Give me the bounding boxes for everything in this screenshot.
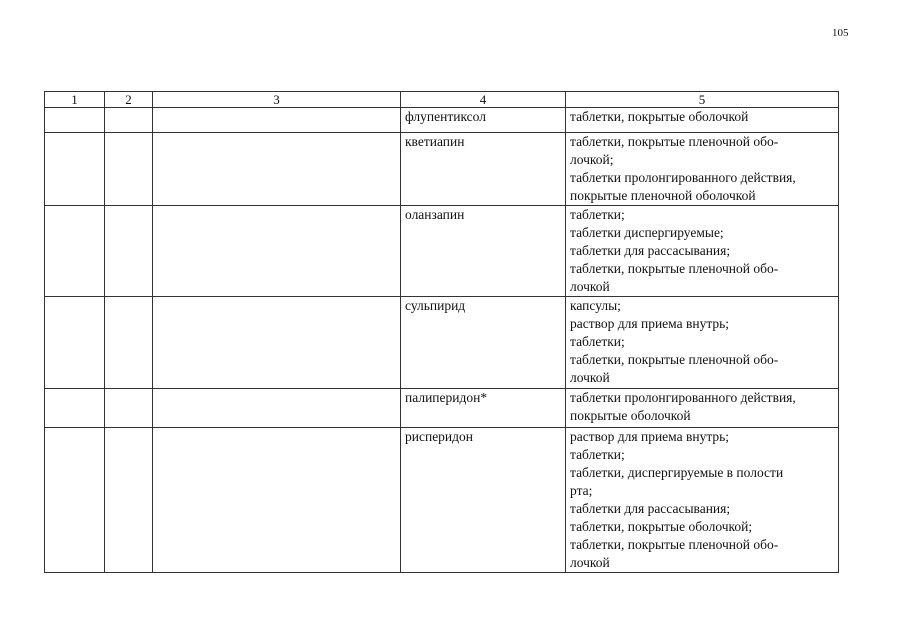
dosage-form-line: лочкой <box>570 555 610 570</box>
dosage-form-line: покрытые оболочкой <box>570 408 691 423</box>
dosage-forms-cell <box>566 389 839 428</box>
table-row <box>45 428 839 573</box>
column-header-3: 3 <box>153 92 401 108</box>
empty-cell-col1 <box>45 206 105 297</box>
dosage-form-line: таблетки пролонгированного действия, <box>570 170 796 185</box>
empty-cell-col1 <box>45 133 105 206</box>
empty-cell-col1 <box>45 108 105 133</box>
dosage-form-line: таблетки, покрытые пленочной обо- <box>570 537 779 552</box>
dosage-forms-cell <box>566 108 839 133</box>
dosage-forms-cell <box>566 428 839 573</box>
empty-cell-col2 <box>105 297 153 389</box>
header-row <box>45 92 839 108</box>
dosage-form-line: капсулы; <box>570 298 621 313</box>
dosage-form-line: лочкой <box>570 370 610 385</box>
empty-cell-col2 <box>105 428 153 573</box>
empty-cell-col3 <box>153 133 401 206</box>
table-row <box>45 108 839 133</box>
empty-cell-col2 <box>105 108 153 133</box>
dosage-form-line: таблетки для рассасывания; <box>570 501 731 516</box>
table-row <box>45 297 839 389</box>
dosage-form-line: покрытые пленочной оболочкой <box>570 188 756 203</box>
empty-cell-col3 <box>153 389 401 428</box>
empty-cell-col1 <box>45 428 105 573</box>
dosage-form-line: таблетки; <box>570 207 625 222</box>
dosage-form-line: таблетки диспергируемые; <box>570 225 724 240</box>
empty-cell-col2 <box>105 389 153 428</box>
table-row <box>45 206 839 297</box>
empty-cell-col2 <box>105 206 153 297</box>
dosage-form-line: раствор для приема внутрь; <box>570 316 730 331</box>
drug-name-cell: флупентиксол <box>401 108 566 133</box>
dosage-form-line: лочкой; <box>570 152 614 167</box>
empty-cell-col3 <box>153 108 401 133</box>
dosage-form-line: лочкой <box>570 279 610 294</box>
drug-table <box>44 91 839 573</box>
dosage-form-line: раствор для приема внутрь; <box>570 429 730 444</box>
page-number: 105 <box>832 27 849 39</box>
drug-name-cell: палиперидон* <box>401 389 566 428</box>
dosage-form-line: таблетки, покрытые оболочкой; <box>570 519 753 534</box>
column-header-4: 4 <box>401 92 566 108</box>
table-body <box>45 108 839 573</box>
dosage-form-line: таблетки, покрытые пленочной обо- <box>570 134 779 149</box>
column-header-1: 1 <box>45 92 105 108</box>
dosage-form-line: таблетки, покрытые пленочной обо- <box>570 352 779 367</box>
dosage-forms-cell <box>566 206 839 297</box>
dosage-forms-cell <box>566 297 839 389</box>
table-row <box>45 133 839 206</box>
dosage-form-line: таблетки; <box>570 447 625 462</box>
empty-cell-col2 <box>105 133 153 206</box>
drug-name-cell: оланзапин <box>401 206 566 297</box>
dosage-form-line: таблетки для рассасывания; <box>570 243 731 258</box>
dosage-form-line: таблетки, диспергируемые в полости <box>570 465 784 480</box>
drug-name-cell: кветиапин <box>401 133 566 206</box>
table-row <box>45 389 839 428</box>
column-header-2: 2 <box>105 92 153 108</box>
drug-name-cell: сульпирид <box>401 297 566 389</box>
dosage-form-line: таблетки, покрытые оболочкой <box>570 109 749 124</box>
dosage-form-line: таблетки, покрытые пленочной обо- <box>570 261 779 276</box>
dosage-form-line: таблетки пролонгированного действия, <box>570 390 796 405</box>
dosage-form-line: рта; <box>570 483 593 498</box>
empty-cell-col1 <box>45 389 105 428</box>
column-header-5: 5 <box>566 92 839 108</box>
drug-name-cell: рисперидон <box>401 428 566 573</box>
empty-cell-col3 <box>153 206 401 297</box>
empty-cell-col3 <box>153 297 401 389</box>
dosage-forms-cell <box>566 133 839 206</box>
empty-cell-col1 <box>45 297 105 389</box>
empty-cell-col3 <box>153 428 401 573</box>
dosage-form-line: таблетки; <box>570 334 625 349</box>
